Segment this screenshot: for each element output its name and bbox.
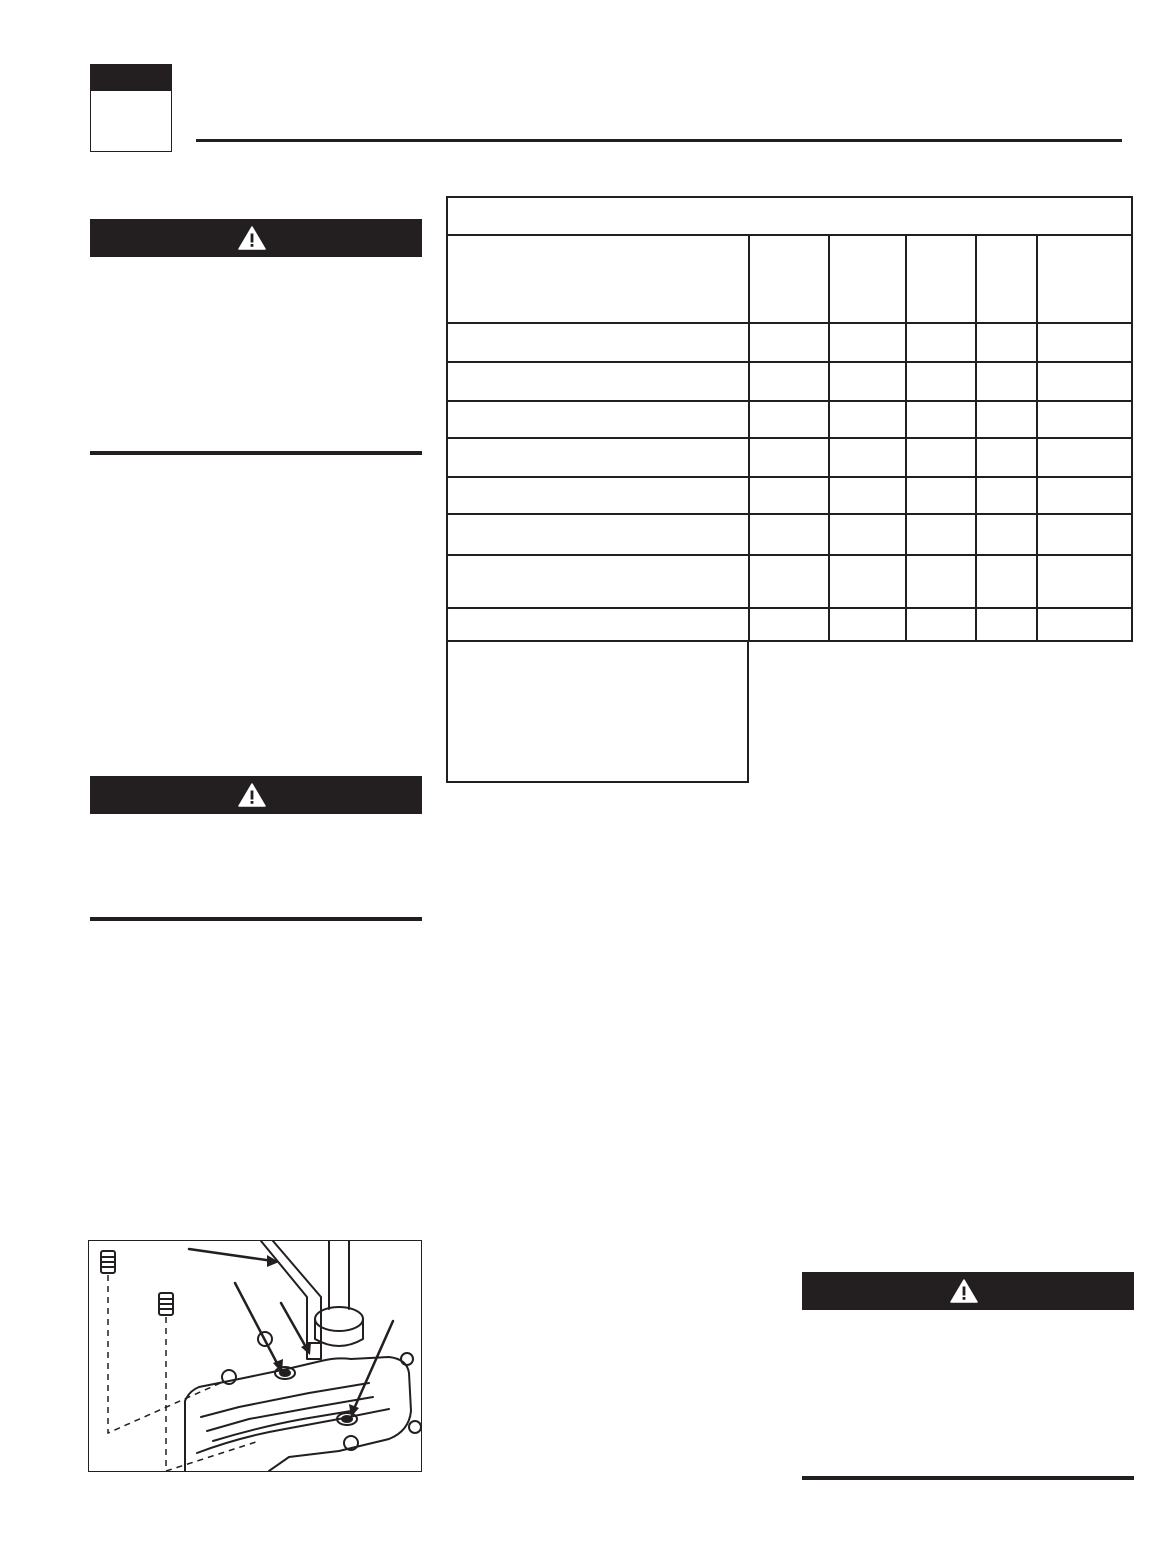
transaxle-fill-plugs-icon (89, 1241, 421, 1471)
table-row-rule (448, 361, 1131, 363)
warning-2-end-rule (90, 917, 422, 921)
warning-3-end-rule (802, 1476, 1134, 1480)
table-col-rule (828, 234, 830, 640)
warning-banner-1 (90, 219, 422, 257)
spec-table-note (446, 640, 749, 783)
table-col-rule (748, 234, 750, 640)
warning-triangle-icon (950, 1279, 978, 1303)
transaxle-figure (88, 1240, 422, 1472)
header-rule (196, 139, 1122, 142)
table-col-rule (905, 234, 907, 640)
table-row-rule (448, 513, 1131, 515)
warning-banner-3 (802, 1272, 1134, 1310)
table-header-rule (448, 234, 1131, 236)
table-row-rule (448, 476, 1131, 478)
section-tab-header (91, 65, 171, 91)
table-row-rule (448, 437, 1131, 439)
table-col-rule (975, 234, 977, 640)
warning-banner-2 (90, 776, 422, 814)
warning-triangle-icon (238, 783, 266, 807)
table-row-rule (448, 607, 1131, 609)
table-row-rule (448, 400, 1131, 402)
table-row-rule (448, 554, 1131, 556)
section-tab (90, 64, 172, 152)
warning-1-end-rule (90, 451, 422, 455)
spec-table (446, 196, 1133, 642)
warning-triangle-icon (238, 226, 266, 250)
table-col-rule (1036, 234, 1038, 640)
table-row-rule (448, 322, 1131, 324)
